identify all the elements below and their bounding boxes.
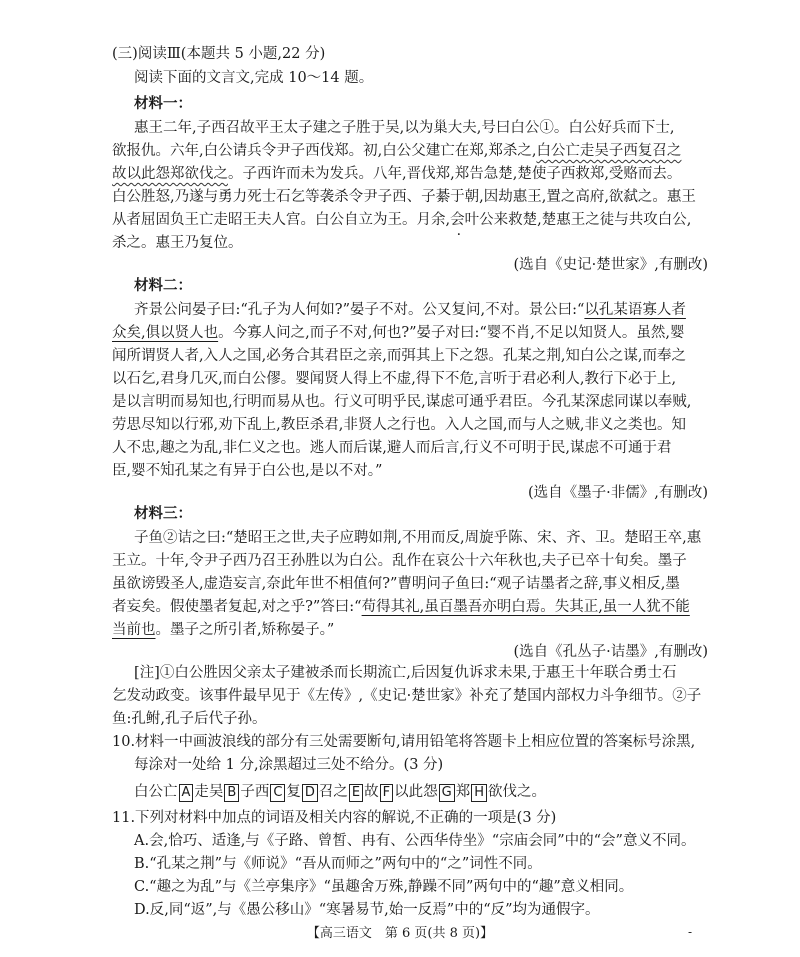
corner-mark: -: [688, 925, 693, 939]
m1-line: 白公胜怒,乃遂与勇力死士石乞等袭杀令尹子西、子綦于朝,因劫惠王,置之高府,欲弑之。惠王: [112, 189, 696, 205]
m2-line: 是以言明而易知也,行明而易从也。行义可明乎民,谋虑可通乎君臣。今孔某深虑同谋以奉贼,: [112, 394, 692, 410]
q11-option-c: C.“趣之为乱”与《兰亭集序》“虽趣舍万殊,静躁不同”两句中的“趣”意义相同。: [134, 879, 634, 895]
dotted-word: 趣: [160, 440, 175, 456]
m3-line: 子鱼②诘之曰:“楚昭王之世,夫子应聘如荆,不用而反,周旋乎陈、宋、齐、卫。楚昭王卒,惠: [134, 530, 702, 546]
m3-line: 王立。十年,令尹子西乃召王孙胜以为白公。乱作在哀公十六年秋也,夫子已卒十旬矣。墨子: [112, 553, 687, 569]
answer-label-box: G: [439, 784, 455, 802]
section-instruction: 阅读下面的文言文,完成 10～14 题。: [134, 70, 374, 86]
answer-label-box: D: [302, 784, 318, 802]
m3-line: 当前也。墨子之所引者,矫称晏子。”: [112, 622, 335, 638]
m2-line: 臣,婴不知孔某之有异于白公也,是以不对。”: [112, 463, 383, 479]
m1-line: 惠王二年,子西召故平王太子建之子胜于吴,以为巢大夫,号曰白公①。白公好兵而下士,: [134, 120, 675, 136]
q11-option-d: D.反,同“返”,与《愚公移山》“寒暑易节,始一反焉”中的“反”均为通假字。: [134, 902, 600, 918]
page-footer: 【高三语文 第 6 页(共 8 页)】: [306, 926, 494, 941]
note-line: [注]①白公胜因父亲太子建被杀而长期流亡,后因复仇诉求未果,于惠王十年联合勇士石: [134, 665, 677, 681]
wavy-underlined-text: 故以此怨郑欲伐之: [112, 166, 228, 182]
m2-line: 众矣,俱以贤人也。今寡人问之,而子不对,何也?”晏子对曰:“婴不肖,不足以知贤人。虽然,婴: [112, 325, 685, 341]
m1-line: 故以此怨郑欲伐之。子西许而未为发兵。八年,晋伐郑,郑告急楚,楚使子西救郑,受赂而去。: [112, 166, 682, 182]
answer-label-box: C: [270, 784, 285, 802]
underlined-text: 以孔某语寡人者: [584, 302, 686, 318]
m2-source: (选自《墨子·非儒》,有删改): [527, 485, 708, 501]
answer-label-box: A: [179, 784, 194, 802]
m1-line: 杀之。惠王乃复位。: [112, 235, 243, 251]
section-header: (三)阅读Ⅲ(本题共 5 小题,22 分): [112, 46, 326, 62]
m3-line: 者妄矣。假使墨者复起,对之乎?”答曰:“苟得其礼,虽百墨吾亦明白焉。失其正,虽一人犹不能: [112, 599, 690, 615]
m3-line: 虽欲谤毁圣人,虚造妄言,奈此年世不相值何?”曹明问子鱼曰:“观子诘墨者之辞,事义相反,墨: [112, 576, 680, 592]
q10-stem: 10.材料一中画波浪线的部分有三处需要断句,请用铅笔将答题卡上相应位置的答案标号涂黑,: [112, 734, 696, 750]
note-line: 乞发动政变。该事件最早见于《左传》,《史记·楚世家》补充了楚国内部权力斗争细节。②子: [112, 688, 702, 704]
m1-line: 欲报仇。六年,白公请兵令尹子西伐郑。初,白公父建亡在郑,郑杀之,白公亡走吴子西复召之: [112, 143, 682, 159]
m2-line: 以石乞,君身几灭,而白公僇。婴闻贤人得上不虚,得下不危,言听于君必利人,教行下必于上,: [112, 371, 677, 387]
dotted-word: 会: [450, 212, 465, 228]
underlined-text: 苟得其礼,虽百墨吾亦明白焉。失其正,虽一人犹不能: [361, 599, 690, 615]
answer-label-box: E: [349, 784, 363, 802]
q11-option-b: B.“孔某之荆”与《师说》“吾从而师之”两句中的“之”词性不同。: [134, 856, 542, 872]
underlined-text: 众矣,俱以贤人也: [112, 325, 219, 341]
answer-label-box: F: [380, 784, 393, 802]
m2-line: 劳思尽知以行邪,劝下乱上,教臣杀君,非贤人之行也。入人之国,而与人之贼,非义之类也。知: [112, 417, 687, 433]
note-line: 鱼:孔鲋,孔子后代子孙。: [112, 711, 267, 727]
m2-line: 齐景公问晏子曰:“孔子为人何如?”晏子不对。公又复问,不对。景公曰:“以孔某语寡人者: [134, 302, 686, 318]
wavy-underlined-text: 白公亡走吴子西复召之: [536, 143, 682, 159]
underlined-text: 当前也: [112, 622, 156, 638]
answer-label-box: B: [224, 784, 239, 802]
q11-stem: 11.下列对材料中加点的词语及相关内容的解说,不正确的一项是(3 分): [112, 810, 557, 826]
m1-source: (选自《史记·楚世家》,有删改): [513, 257, 708, 273]
q10-sequence: 白公亡 A 走吴 B 子西 C 复 D 召之 E 故 F 以此怨 G 郑 H 欲伐之。: [134, 784, 546, 800]
m3-source: (选自《孔丛子·诘墨》,有删改): [513, 644, 708, 660]
material-2-title: 材料二：: [134, 277, 192, 294]
material-1-title: 材料一：: [134, 95, 192, 112]
answer-label-box: H: [471, 784, 487, 802]
m2-line: 人不忠,趣之为乱,非仁义之也。逃人而后谋,避人而后言,行义不可明于民,谋虑不可通于君: [112, 440, 672, 456]
q10-stem: 每涂对一处给 1 分,涂黑超过三处不给分。(3 分): [134, 757, 444, 773]
m2-line: 闻所谓贤人者,入人之国,必务合其君臣之亲,而弭其上下之怨。孔某之荆,知白公之谋,而奉之: [112, 348, 687, 364]
m1-line: 从者屈固负王亡走昭王夫人宫。白公自立为王。月余,会叶公来救楚,楚惠王之徒与共攻白公,: [112, 212, 692, 228]
q11-option-a: A.会,恰巧、适逢,与《子路、曾皙、冉有、公西华侍坐》“宗庙会同”中的“会”意义不同。: [134, 833, 696, 849]
material-3-title: 材料三：: [134, 505, 192, 522]
